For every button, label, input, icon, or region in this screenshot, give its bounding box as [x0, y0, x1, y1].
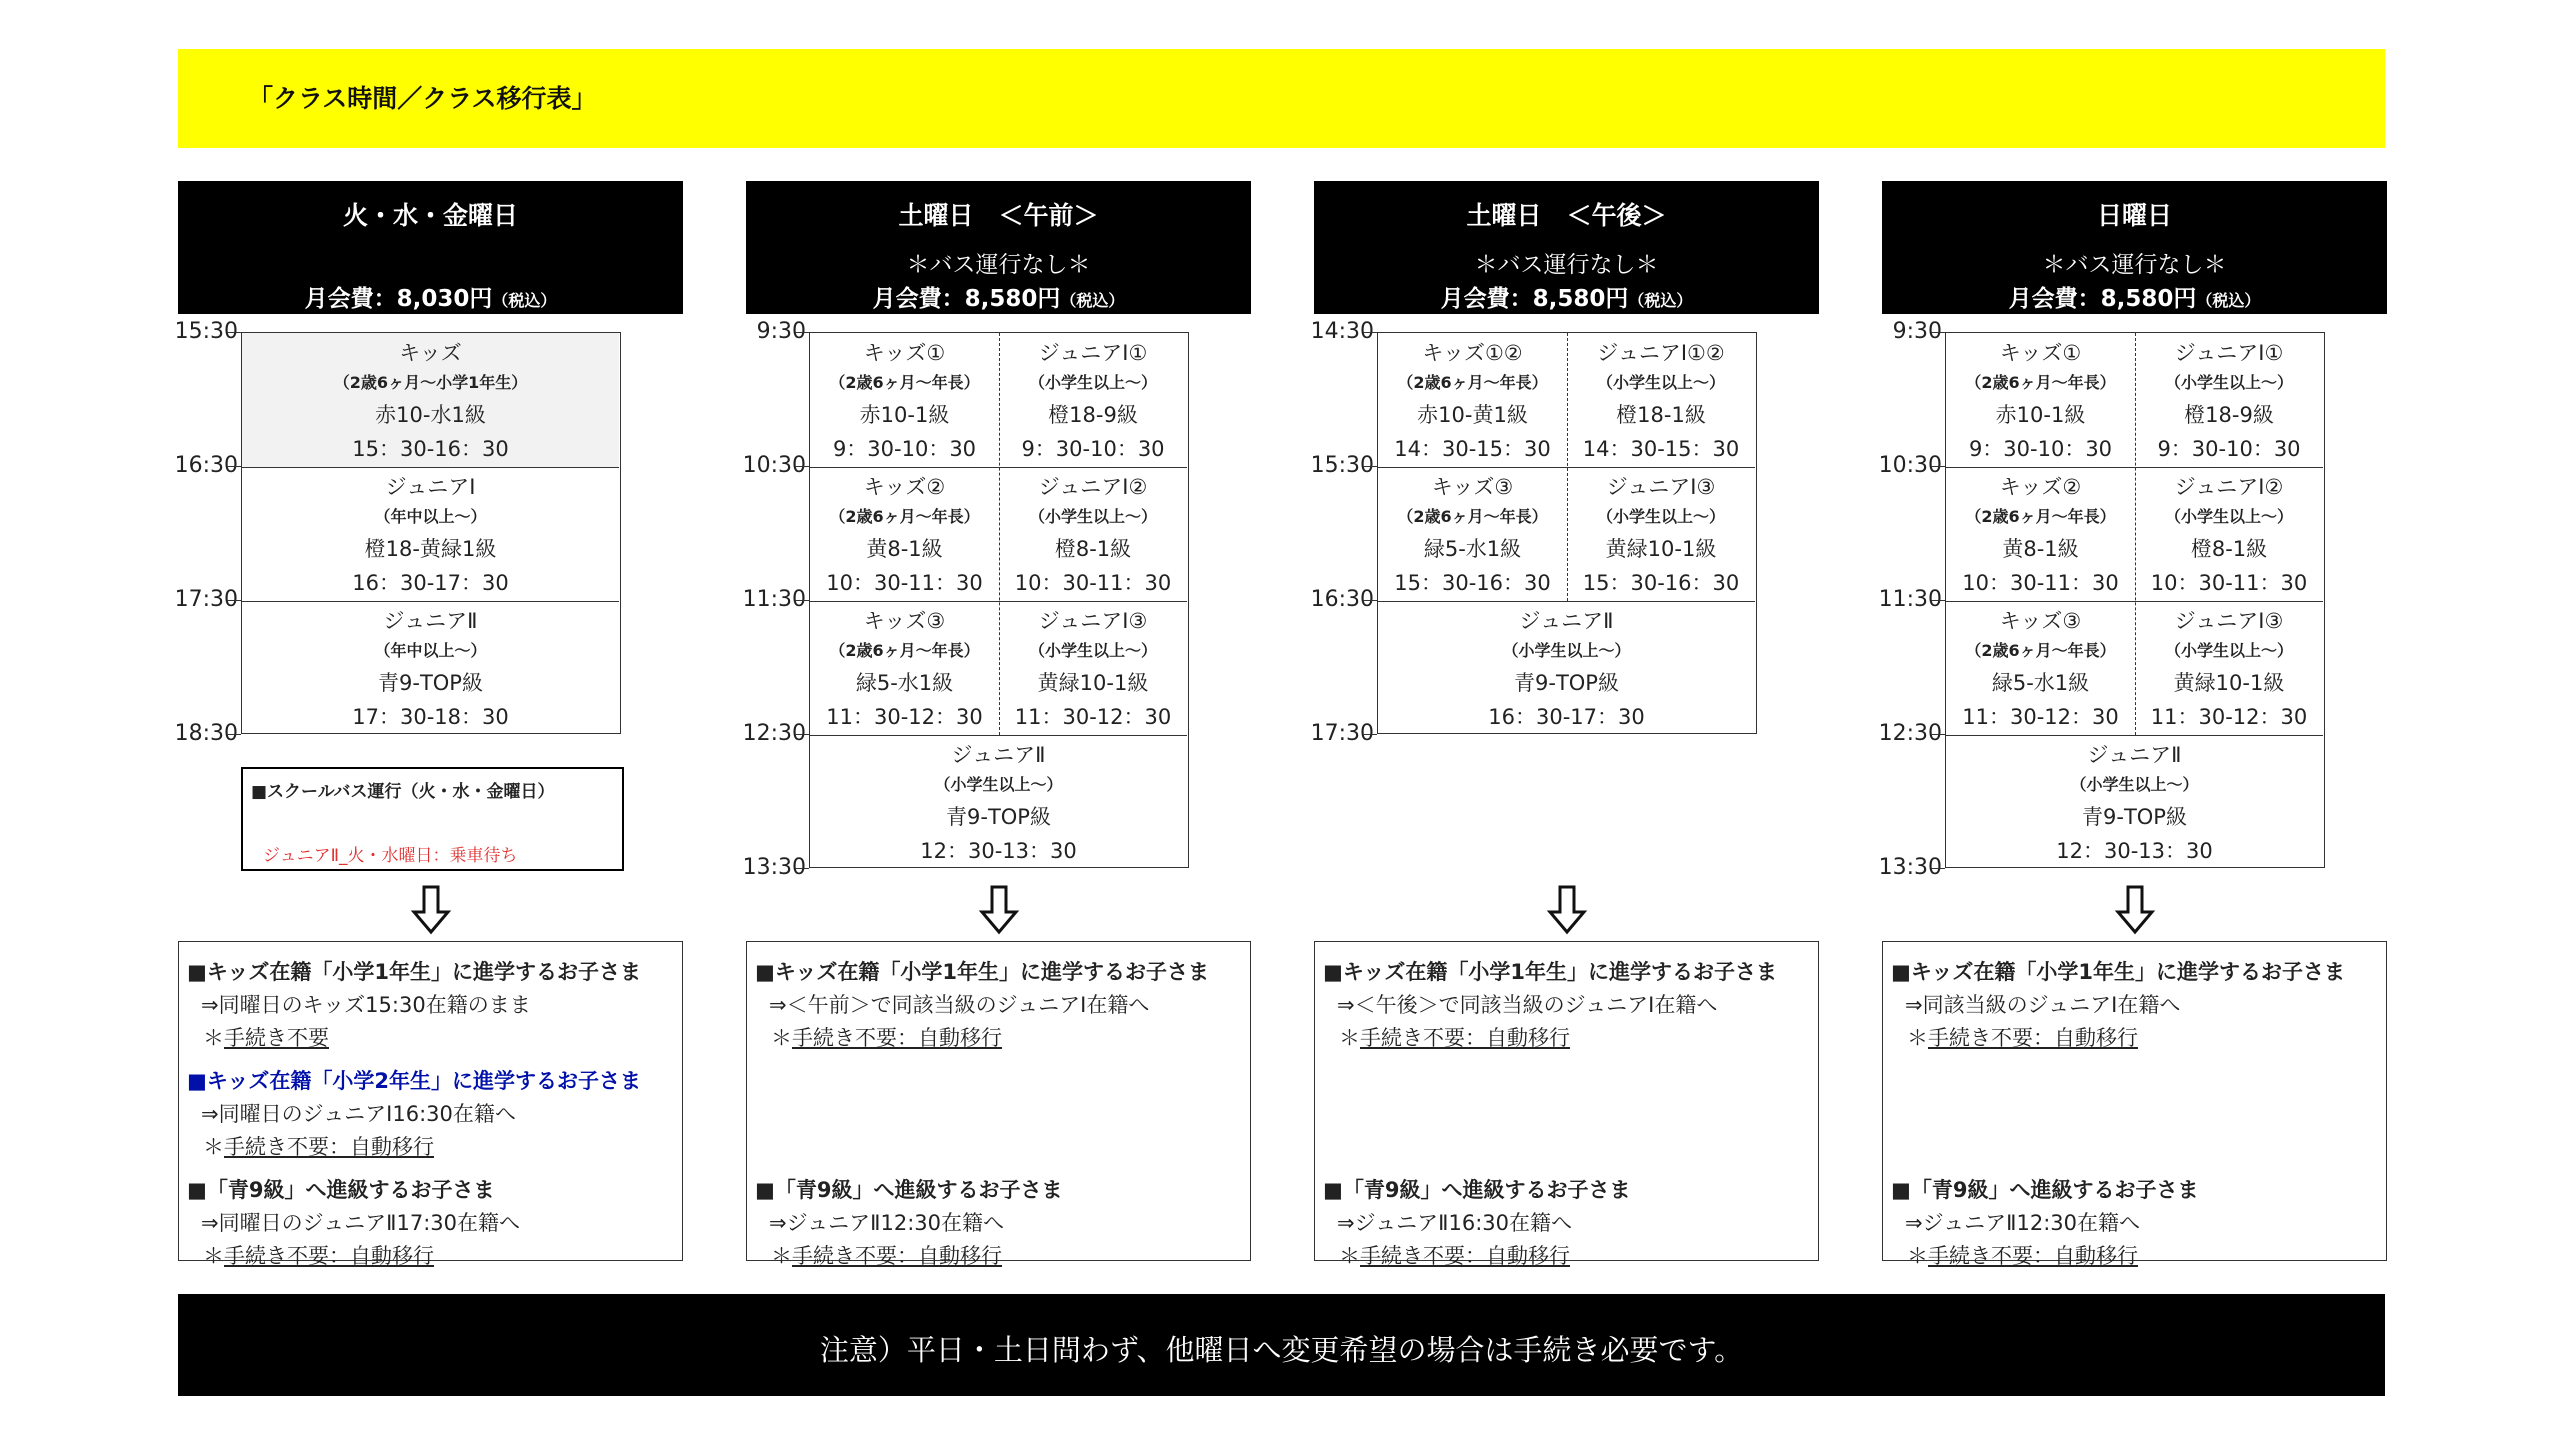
monthly-fee: [1882, 280, 2387, 313]
class-grade: 青9-TOP級: [2082, 805, 2187, 829]
time-tick: [795, 332, 809, 333]
class-cell: [2135, 333, 2323, 467]
bus-status: ＊バス運行なし＊: [906, 252, 1091, 278]
note-prefix: ＊: [203, 1244, 224, 1268]
class-grade: 橙8-1級: [1054, 537, 1132, 561]
note-line: ⇒同曜日のキッズ15:30在籍のまま: [201, 993, 531, 1017]
class-time: 14：30-15：30: [1582, 437, 1740, 461]
note-prefix: ＊: [1907, 1026, 1928, 1050]
class-age: （2歳6ヶ月～年長）: [1397, 507, 1548, 526]
day-label: 火・水・金曜日: [342, 201, 518, 230]
time-tick: [227, 600, 241, 601]
class-grade: 橙18-黄緑1級: [364, 537, 497, 561]
class-time: 15：30-16：30: [1394, 571, 1551, 595]
day-header: [746, 181, 1251, 314]
bus-status: ＊バス運行なし＊: [1474, 252, 1659, 278]
class-cell: [1567, 333, 1755, 467]
time-tick: [795, 466, 809, 467]
day-header: [1882, 181, 2387, 314]
note-line: ■キッズ在籍「小学1年生」に進学するお子さま: [1323, 960, 1778, 984]
down-arrow-icon: [1547, 885, 1587, 935]
class-time: 10：30-11：30: [1014, 571, 1172, 595]
down-arrow-icon: [2115, 885, 2155, 935]
bus-box-heading: ■スクールバス運行（火・水・金曜日）: [251, 782, 555, 802]
class-name: キッズ③: [1431, 475, 1514, 499]
class-cell: [1946, 601, 2135, 735]
class-grade: 青9-TOP級: [378, 671, 483, 695]
day-label: 日曜日: [2096, 201, 2172, 230]
class-grade: 緑5-水1級: [1423, 537, 1522, 561]
class-cell: [810, 735, 1187, 869]
class-time: 9：30-10：30: [1968, 437, 2113, 461]
class-age: （2歳6ヶ月～年長）: [1397, 373, 1548, 392]
time-label: 18:30: [174, 721, 238, 746]
class-cell: [2135, 467, 2323, 601]
class-name: キッズ①: [863, 341, 946, 365]
class-cell: [1946, 467, 2135, 601]
fee-tax: （税込）: [492, 291, 557, 310]
note-prefix: ＊: [203, 1135, 224, 1159]
column-divider: [999, 333, 1000, 735]
class-cell: [810, 467, 999, 601]
class-age: （小学生以上～）: [934, 775, 1063, 794]
time-label: 11:30: [1878, 587, 1942, 612]
class-cell: [999, 333, 1187, 467]
class-name: ジュニアⅡ: [2087, 743, 2182, 767]
class-time: 16：30-17：30: [352, 571, 509, 595]
class-cell: [242, 333, 619, 467]
class-grade: 青9-TOP級: [946, 805, 1051, 829]
note-line: ■キッズ在籍「小学1年生」に進学するお子さま: [1891, 960, 2346, 984]
class-cell: [999, 467, 1187, 601]
time-label: 10:30: [742, 453, 806, 478]
class-grade: 橙18-1級: [1616, 403, 1706, 427]
footer-note: 注意）平日・土日問わず、他曜日へ変更希望の場合は手続き必要です。: [819, 1333, 1744, 1367]
class-age: （年中以上～）: [374, 507, 487, 526]
time-label: 9:30: [756, 319, 806, 344]
class-grade: 黄緑10-1級: [1605, 537, 1717, 561]
class-cell: [2135, 601, 2323, 735]
class-time: 11：30-12：30: [2150, 705, 2308, 729]
class-cell: [1567, 467, 1755, 601]
row-divider: [242, 467, 619, 468]
day-header: [1314, 181, 1819, 314]
time-tick: [227, 332, 241, 333]
time-tick: [795, 868, 809, 869]
class-time: 12：30-13：30: [920, 839, 1077, 863]
class-grade: 黄8-1級: [2002, 537, 2079, 561]
class-time: 10：30-11：30: [1962, 571, 2119, 595]
time-label: 12:30: [742, 721, 806, 746]
fee-amount: 月会費：8,580円: [2008, 286, 2197, 312]
note-procedure: 手続き不要: [224, 1026, 329, 1050]
note-procedure: 手続き不要：自動移行: [792, 1244, 1002, 1268]
class-name: ジュニアⅠ: [385, 475, 476, 499]
class-cell: [1378, 467, 1567, 601]
note-procedure: 手続き不要：自動移行: [1360, 1244, 1570, 1268]
class-name: ジュニアⅠ①: [1038, 341, 1148, 365]
note-line: [1339, 1240, 1570, 1270]
note-line: ■キッズ在籍「小学2年生」に進学するお子さま: [187, 1069, 642, 1093]
class-time: 10：30-11：30: [826, 571, 983, 595]
time-tick: [795, 600, 809, 601]
schedule-column: [1878, 181, 2387, 1268]
note-line: [203, 1240, 434, 1270]
time-label: 17:30: [174, 587, 238, 612]
note-line: [1907, 1240, 2138, 1270]
note-line: [771, 1022, 1002, 1052]
class-age: （小学生以上～）: [2164, 641, 2293, 660]
time-label: 16:30: [1310, 587, 1374, 612]
class-time: 14：30-15：30: [1394, 437, 1551, 461]
class-name: キッズ②: [863, 475, 946, 499]
class-name: ジュニアⅠ③: [2174, 609, 2284, 633]
note-line: ⇒同該当級のジュニアⅠ在籍へ: [1905, 993, 2181, 1017]
class-name: キッズ③: [863, 609, 946, 633]
fee-amount: 月会費：8,580円: [872, 286, 1061, 312]
class-age: （小学生以上～）: [2164, 507, 2293, 526]
class-cell: [1378, 601, 1755, 735]
note-line: [203, 1131, 434, 1161]
monthly-fee: [746, 280, 1251, 313]
footer-notice: [178, 1294, 2385, 1396]
fee-tax: （税込）: [1628, 291, 1693, 310]
class-age: （小学生以上～）: [2164, 373, 2293, 392]
class-name: ジュニアⅠ②: [2174, 475, 2284, 499]
class-age: （小学生以上～）: [1028, 373, 1157, 392]
class-age: （2歳6ヶ月～年長）: [1965, 373, 2116, 392]
note-line: ⇒ジュニアⅡ12:30在籍へ: [769, 1211, 1005, 1235]
class-cell: [1946, 735, 2323, 869]
down-arrow-icon: [979, 885, 1019, 935]
note-line: [1907, 1022, 2138, 1052]
class-cell: [1378, 333, 1567, 467]
transition-notes: [1314, 941, 1819, 1268]
time-label: 15:30: [174, 319, 238, 344]
note-prefix: ＊: [771, 1026, 792, 1050]
class-time: 9：30-10：30: [832, 437, 977, 461]
class-grade: 赤10-1級: [1995, 403, 2086, 427]
note-line: [1339, 1022, 1570, 1052]
note-line: ■キッズ在籍「小学1年生」に進学するお子さま: [187, 960, 642, 984]
class-name: ジュニアⅡ: [383, 609, 478, 633]
time-label: 15:30: [1310, 453, 1374, 478]
column-divider: [1567, 333, 1568, 601]
note-line: ⇒同曜日のジュニアⅡ17:30在籍へ: [201, 1211, 521, 1235]
time-label: 16:30: [174, 453, 238, 478]
class-time: 15：30-16：30: [352, 437, 509, 461]
bus-status: ＊バス運行なし＊: [2042, 252, 2227, 278]
title-banner: [178, 49, 2385, 148]
class-name: キッズ②: [1999, 475, 2082, 499]
note-procedure: 手続き不要：自動移行: [1928, 1244, 2138, 1268]
row-divider: [242, 601, 619, 602]
class-name: キッズ①: [1999, 341, 2082, 365]
class-name: ジュニアⅠ③: [1606, 475, 1716, 499]
class-age: （2歳6ヶ月～年長）: [829, 641, 980, 660]
note-procedure: 手続き不要：自動移行: [224, 1244, 434, 1268]
class-grade: 緑5-水1級: [1991, 671, 2090, 695]
class-age: （年中以上～）: [374, 641, 487, 660]
note-prefix: ＊: [1339, 1026, 1360, 1050]
note-procedure: 手続き不要：自動移行: [792, 1026, 1002, 1050]
time-tick: [1931, 868, 1945, 869]
note-prefix: ＊: [1339, 1244, 1360, 1268]
note-line: ■「青9級」へ進級するお子さま: [755, 1178, 1063, 1202]
note-line: ⇒＜午後＞で同該当級のジュニアⅠ在籍へ: [1337, 993, 1718, 1017]
time-label: 13:30: [1878, 855, 1942, 880]
note-line: ⇒ジュニアⅡ12:30在籍へ: [1905, 1211, 2141, 1235]
note-line: [203, 1022, 329, 1052]
class-name: ジュニアⅡ: [1519, 609, 1614, 633]
class-age: （2歳6ヶ月～年長）: [1965, 641, 2116, 660]
day-label: 土曜日 ＜午前＞: [898, 201, 1099, 230]
note-line: ■「青9級」へ進級するお子さま: [187, 1178, 495, 1202]
note-procedure: 手続き不要：自動移行: [224, 1135, 434, 1159]
class-time: 16：30-17：30: [1488, 705, 1645, 729]
class-cell: [810, 333, 999, 467]
class-grade: 黄緑10-1級: [2173, 671, 2285, 695]
time-tick: [1931, 600, 1945, 601]
transition-notes: [1882, 941, 2387, 1268]
class-cell: [999, 601, 1187, 735]
class-age: （小学生以上～）: [2070, 775, 2199, 794]
time-label: 13:30: [742, 855, 806, 880]
class-time: 10：30-11：30: [2150, 571, 2308, 595]
column-divider: [2135, 333, 2136, 735]
fee-amount: 月会費：8,030円: [304, 286, 493, 312]
time-tick: [227, 734, 241, 735]
fee-tax: （税込）: [2196, 291, 2261, 310]
time-tick: [1363, 734, 1377, 735]
time-tick: [1363, 466, 1377, 467]
page-title: 「クラス時間／クラス移行表」: [248, 84, 597, 113]
monthly-fee: [178, 280, 683, 313]
note-line: ⇒ジュニアⅡ16:30在籍へ: [1337, 1211, 1573, 1235]
time-label: 14:30: [1310, 319, 1374, 344]
class-age: （2歳6ヶ月～年長）: [1965, 507, 2116, 526]
note-procedure: 手続き不要：自動移行: [1928, 1026, 2138, 1050]
class-time: 11：30-12：30: [1962, 705, 2119, 729]
schedule-column: [742, 181, 1251, 1268]
class-name: キッズ③: [1999, 609, 2082, 633]
class-grid: [1945, 332, 2325, 868]
class-grade: 黄緑10-1級: [1037, 671, 1149, 695]
time-label: 12:30: [1878, 721, 1942, 746]
fee-tax: （税込）: [1060, 291, 1125, 310]
time-tick: [1931, 734, 1945, 735]
note-line: ⇒＜午前＞で同該当級のジュニアⅠ在籍へ: [769, 993, 1150, 1017]
day-header: [178, 181, 683, 314]
time-tick: [1363, 332, 1377, 333]
class-time: 15：30-16：30: [1582, 571, 1740, 595]
class-grade: 緑5-水1級: [855, 671, 954, 695]
class-grade: 赤10-水1級: [375, 403, 486, 427]
note-prefix: ＊: [203, 1026, 224, 1050]
class-grade: 橙8-1級: [2190, 537, 2268, 561]
note-line: ■「青9級」へ進級するお子さま: [1891, 1178, 2199, 1202]
schedule-column: [1310, 181, 1819, 1268]
time-tick: [227, 466, 241, 467]
class-cell: [242, 601, 619, 735]
class-time: 11：30-12：30: [1014, 705, 1172, 729]
time-label: 9:30: [1892, 319, 1942, 344]
class-age: （2歳6ヶ月～年長）: [829, 373, 980, 392]
class-name: ジュニアⅠ①: [2174, 341, 2284, 365]
class-grade: 青9-TOP級: [1514, 671, 1619, 695]
class-age: （2歳6ヶ月～年長）: [829, 507, 980, 526]
class-grid: [809, 332, 1189, 868]
class-cell: [242, 467, 619, 601]
transition-notes: [746, 941, 1251, 1268]
class-age: （小学生以上～）: [1596, 507, 1725, 526]
class-name: ジュニアⅠ③: [1038, 609, 1148, 633]
class-age: （2歳6ヶ月～小学1年生）: [333, 373, 528, 392]
note-prefix: ＊: [1907, 1244, 1928, 1268]
class-grade: 橙18-9級: [1048, 403, 1138, 427]
class-time: 11：30-12：30: [826, 705, 983, 729]
class-time: 12：30-13：30: [2056, 839, 2213, 863]
class-time: 17：30-18：30: [352, 705, 509, 729]
class-grid: [1377, 332, 1757, 734]
class-time: 9：30-10：30: [2157, 437, 2301, 461]
down-arrow-icon: [411, 885, 451, 935]
class-grid: [241, 332, 621, 734]
class-time: 9：30-10：30: [1021, 437, 1165, 461]
class-name: ジュニアⅠ①②: [1597, 341, 1725, 365]
monthly-fee: [1314, 280, 1819, 313]
note-line: ■「青9級」へ進級するお子さま: [1323, 1178, 1631, 1202]
fee-amount: 月会費：8,580円: [1440, 286, 1629, 312]
class-grade: 橙18-9級: [2184, 403, 2274, 427]
note-line: ⇒同曜日のジュニアⅠ16:30在籍へ: [201, 1102, 516, 1126]
time-label: 10:30: [1878, 453, 1942, 478]
note-procedure: 手続き不要：自動移行: [1360, 1026, 1570, 1050]
school-bus-box: [241, 767, 624, 871]
time-tick: [1931, 332, 1945, 333]
time-tick: [1363, 600, 1377, 601]
time-label: 11:30: [742, 587, 806, 612]
class-age: （小学生以上～）: [1596, 373, 1725, 392]
note-prefix: ＊: [771, 1244, 792, 1268]
time-label: 17:30: [1310, 721, 1374, 746]
class-name: ジュニアⅠ②: [1038, 475, 1148, 499]
note-line: ■キッズ在籍「小学1年生」に進学するお子さま: [755, 960, 1210, 984]
day-label: 土曜日 ＜午後＞: [1466, 201, 1667, 230]
class-name: ジュニアⅡ: [951, 743, 1046, 767]
class-grade: 赤10-黄1級: [1417, 403, 1528, 427]
class-grade: 黄8-1級: [866, 537, 943, 561]
class-name: キッズ: [399, 341, 462, 365]
class-name: キッズ①②: [1422, 341, 1523, 365]
class-cell: [1946, 333, 2135, 467]
time-tick: [1931, 466, 1945, 467]
class-cell: [810, 601, 999, 735]
class-grade: 赤10-1級: [859, 403, 950, 427]
schedule-column: [174, 181, 683, 1268]
bus-box-remark: ジュニアⅡ_火・水曜日：乗車待ち: [263, 846, 518, 866]
transition-notes: [178, 941, 683, 1268]
class-age: （小学生以上～）: [1502, 641, 1631, 660]
note-line: [771, 1240, 1002, 1270]
class-age: （小学生以上～）: [1028, 641, 1157, 660]
time-tick: [795, 734, 809, 735]
class-age: （小学生以上～）: [1028, 507, 1157, 526]
